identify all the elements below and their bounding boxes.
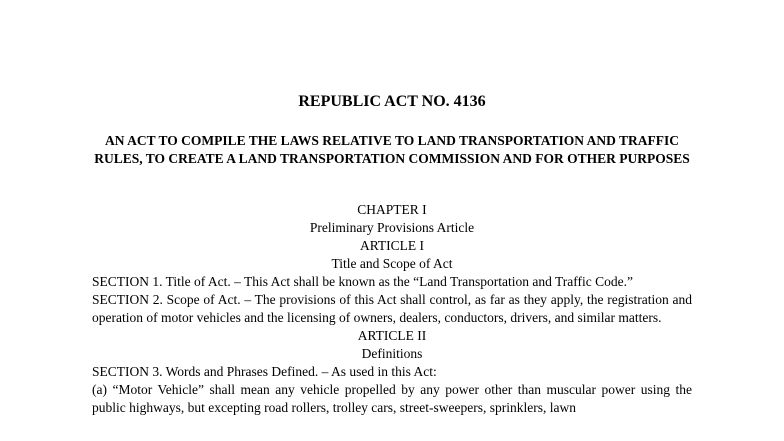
article-2-heading: ARTICLE II xyxy=(357,328,427,343)
act-subtitle: AN ACT TO COMPILE THE LAWS RELATIVE TO LAND TRANSPORTATION AND TRAFFIC RULES, TO CREATE A LAND TRANSPORTATION COMMISSION AND FOR OTHER PURPOSES xyxy=(94,133,690,166)
page-title: REPUBLIC ACT NO. 4136 xyxy=(298,93,486,110)
section-3-text: SECTION 3. Words and Phrases Defined. – As used in this Act: xyxy=(92,364,437,379)
section-1-text: SECTION 1. Title of Act. – This Act shall be known as the “Land Transportation and Traffic Code.” xyxy=(92,274,633,289)
chapter-title: Preliminary Provisions Article xyxy=(309,220,475,235)
document-body xyxy=(92,201,692,417)
article-2-title: Definitions xyxy=(361,346,423,361)
article-1-title: Title and Scope of Act xyxy=(331,256,453,271)
article-1-heading: ARTICLE I xyxy=(359,238,425,253)
section-2-text: SECTION 2. Scope of Act. – The provisions of this Act shall control, as far as they apply, the registration and operation of motor vehicles and the licensing of owners, dealers, conductors, drivers, and similar matters. xyxy=(92,292,692,325)
chapter-heading: CHAPTER I xyxy=(357,202,427,217)
clause-a-text: (a) “Motor Vehicle” shall mean any vehicle propelled by any power other than muscular power using the public highways, but excepting road rollers, trolley cars, street-sweepers, sprinklers, lawn xyxy=(92,382,692,415)
